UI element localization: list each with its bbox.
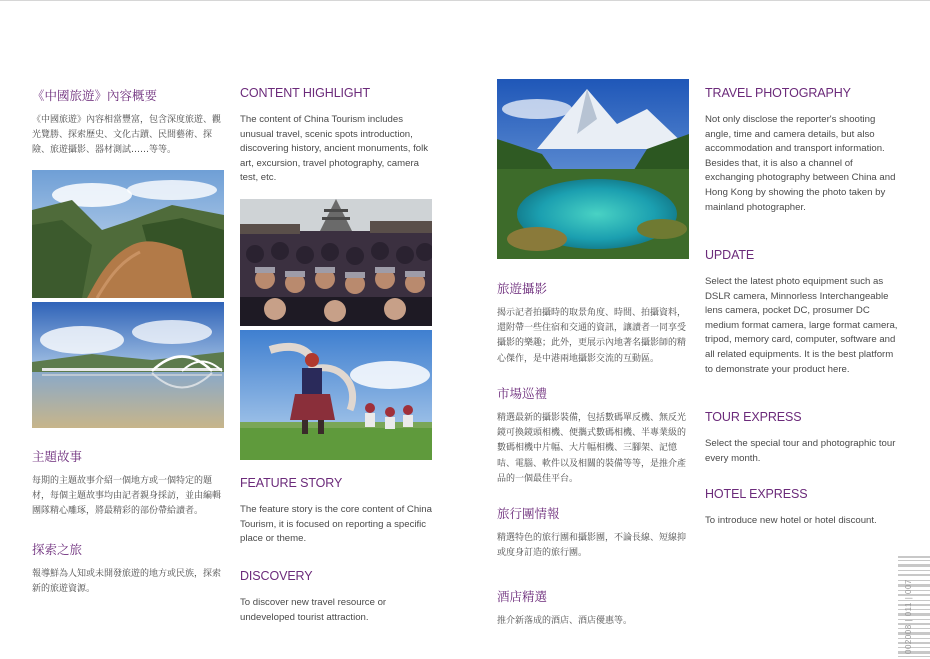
content-highlight-heading: CONTENT HIGHLIGHT: [240, 86, 371, 100]
feature-story-heading: FEATURE STORY: [240, 476, 343, 490]
tour-express-body: Select the special tour and photographic tour every month.: [705, 438, 896, 464]
hotel-express-body: To introduce new hotel or hotel discount.: [705, 515, 877, 526]
top-border: [0, 0, 930, 1]
travel-photography-heading: TRAVEL PHOTOGRAPHY: [705, 86, 851, 100]
content-highlight-body: The content of China Tourism includes unusual travel, scenic spots introduction, discovering history, ancient monuments, folk art, excursion, travel photography, camera test, etc.: [240, 114, 429, 184]
bridge-photo: [32, 302, 224, 428]
travel-photography-body: Not only disclose the reporter's shooting angle, time and camera details, but also accommodation and transport information. Besides that, it is also a channel of exchanging photography between China and Hong Kong by showing the photo taken by mainland photographer.: [705, 114, 896, 213]
market-heading-zh: 市場巡禮: [497, 386, 548, 401]
update-body: Select the latest photo equipment such as DSLR camera, Minnorless Interchangeable lens camera, pocket DC, prosumer DC medium format camera, large format camera, tripod, memory card, computer, software and all related equipments. It is the best platform to demonstrate your product here.: [705, 276, 898, 375]
barcode-number: 002008 | 011 | 007: [904, 579, 913, 654]
feature-story-body: The feature story is the core content of China Tourism, it is focused on reporting a specific place or theme.: [240, 504, 432, 545]
feature-heading-zh: 主題故事: [32, 449, 83, 464]
crowd-photo: [240, 199, 432, 326]
travel-photo-heading-zh: 旅遊攝影: [497, 281, 548, 296]
discovery-heading: DISCOVERY: [240, 569, 313, 583]
hotel-body-zh: 推介新落成的酒店、酒店優惠等。: [497, 616, 633, 626]
discovery-body-zh: 報導鮮為人知或未開發旅遊的地方或民族，探索新的旅遊資源。: [32, 569, 222, 595]
hotel-express-heading: HOTEL EXPRESS: [705, 487, 808, 501]
discovery-heading-zh: 探索之旅: [32, 542, 83, 557]
tour-heading-zh: 旅行團情報: [497, 506, 560, 521]
dancers-photo: [240, 330, 432, 460]
discovery-body: To discover new travel resource or undeveloped tourist attraction.: [240, 597, 387, 623]
gorge-photo: [32, 170, 224, 298]
tour-body-zh: 精選特色的旅行團和攝影團，不論長線、短線抑或度身訂造的旅行團。: [497, 533, 687, 559]
intro-heading: 《中國旅遊》內容概要: [32, 88, 158, 103]
mountain-lake-photo: [497, 79, 689, 259]
hotel-heading-zh: 酒店精選: [497, 589, 548, 604]
market-body-zh: 精選最新的攝影裝備，包括數碼單反機、無反光鏡可換鏡頭相機、便攜式數碼相機、半專業級的數碼相機中片幅、大片幅相機、三腳架、記憶咭、電腦、軟件以及相關的裝備等等，是推介產品的一個最佳平台。: [497, 413, 687, 484]
intro-body: 《中國旅遊》內容相當豐富，包含深度旅遊、觀光覽勝、探索歷史、文化古蹟、民間藝術、探險、旅遊攝影、器材測試……等等。: [32, 115, 222, 156]
feature-body-zh: 每期的主題故事介紹一個地方或一個特定的題材，每個主題故事均由記者親身採訪，並由編輯團隊精心雕琢，將最精彩的部份帶給讀者。: [32, 476, 222, 517]
tour-express-heading: TOUR EXPRESS: [705, 410, 802, 424]
travel-photo-body-zh: 揭示記者拍攝時的取景角度、時間、拍攝資料，還附帶一些住宿和交通的資訊，讓讀者一同享受攝影的樂趣；此外，更展示內地著名攝影師的精心傑作，是中港兩地攝影交流的互動區。: [497, 308, 687, 364]
update-heading: UPDATE: [705, 248, 755, 262]
